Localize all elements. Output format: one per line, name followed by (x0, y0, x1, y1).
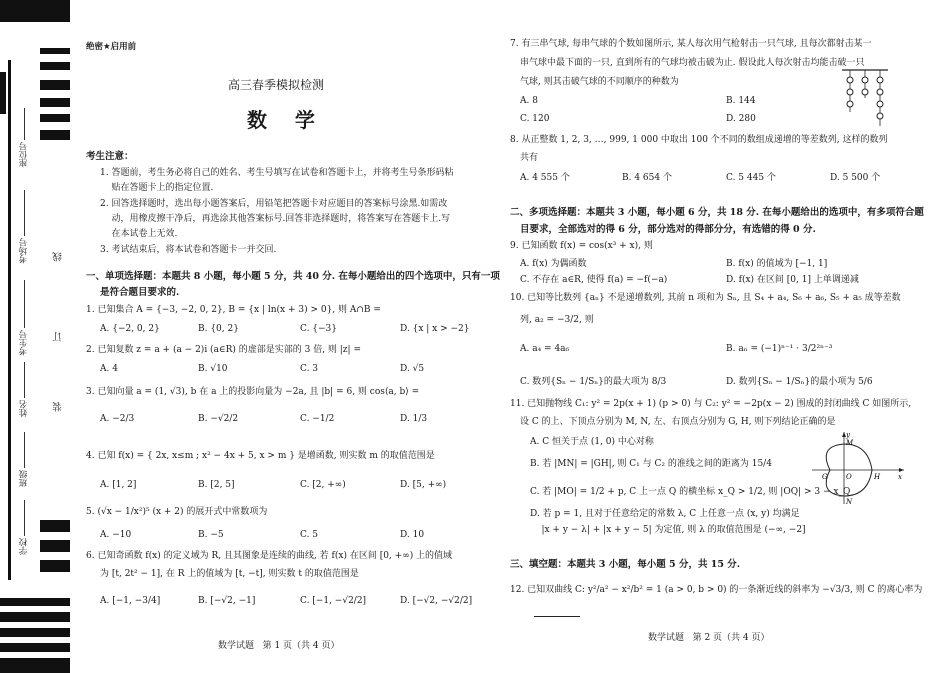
question-stem: 7. 有三串气球, 每串气球的个数如图所示, 某人每次用气枪射击一只气球, 且每次都射击某一 (510, 39, 872, 49)
option-c: C. 不存在 a∈R, 使得 f(a) = −f(−a) (520, 275, 668, 285)
question-stem: 2. 已知复数 z = a + (a − 2)i (a∈R) 的虚部是实部的 3 倍, 则 |z| = (86, 345, 361, 355)
option-c: C. [2, +∞) (300, 480, 346, 490)
option-b: B. −5 (198, 530, 224, 540)
option-d: D. 数列{Sₙ − 1/Sₙ}的最小项为 5/6 (726, 377, 873, 387)
option-a: A. a₄ = 4a₆ (520, 344, 570, 354)
option-a: A. 4 555 个 (520, 173, 570, 183)
question-stem: 10. 已知等比数列 {aₙ} 不是递增数列, 其前 n 项和为 Sₙ, 且 S₄ + a₄, S₆ + a₆, S₅ + a₅ 成等差数 (510, 293, 901, 303)
figure-label-m: M (846, 439, 854, 447)
option-c: C. 3 (300, 364, 319, 374)
page-2-footer: 数学试题 第 2 页（共 4 页） (648, 633, 770, 643)
question-stem: 9. 已知函数 f(x) = cos(x³ + x), 则 (510, 241, 653, 251)
option-d: D. 10 (400, 530, 425, 540)
notice-line: 1. 答题前，考生务必将自己的姓名、考生号填写在试卷和答题卡上，并将考生号条形码粘 (100, 168, 454, 178)
binding-stripe (40, 114, 70, 122)
option-a: A. 4 (100, 364, 118, 374)
question-stem: 6. 已知奇函数 f(x) 的定义域为 R, 且其图象是连续的曲线, 若 f(x) 在区间 [0, +∞) 上的值域 (86, 551, 453, 561)
notice-line: 动，用橡皮擦干净后，再选涂其他答案标号.回答非选择题时，将答案写在答题卡上.写 (100, 214, 451, 224)
question-stem: 8. 从正整数 1, 2, 3, …, 999, 1 000 中取出 100 个不同的数组成递增的等差数列, 这样的数列 (510, 135, 888, 145)
exam-title: 高三春季模拟检测 (228, 78, 325, 92)
option-a: A. f(x) 为偶函数 (520, 259, 587, 269)
option-a: A. {−2, 0, 2} (100, 324, 160, 334)
binding-stripe (0, 658, 70, 673)
question-stem-cont: 设 C 的上、下顶点分别为 M, N, 左、右顶点分别为 G, H, 则下列结论正确的是 (520, 417, 836, 427)
question-stem: 5. (√x − 1/x²)⁵ (x + 2) 的展开式中常数项为 (86, 507, 268, 517)
option-b: B. aₙ = (−1)ⁿ⁻¹ · 3/2²ⁿ⁻³ (726, 344, 833, 354)
option-c: C. 数列{Sₙ − 1/Sₙ}的最大项为 8/3 (520, 377, 667, 387)
section-3-title: 三、填空题：本题共 3 小题，每小题 5 分，共 15 分. (510, 559, 741, 570)
option-c: C. 120 (520, 114, 550, 124)
figure-label-h: H (874, 473, 881, 481)
seat-number-line (24, 108, 25, 140)
notice-line: 贴在答题卡上的指定位置. (100, 183, 214, 193)
secret-mark: 绝密★启用前 (86, 42, 137, 52)
fold-mark-xian: 线 (53, 252, 64, 262)
option-a: A. −10 (100, 530, 132, 540)
fold-mark-ding: 订 (53, 332, 64, 342)
fold-mark-zhuang: 装 (53, 402, 64, 412)
binding-stripe (0, 628, 70, 637)
exam-room-label: 考场号 (19, 238, 29, 264)
option-d: D. 5 500 个 (830, 173, 881, 183)
option-d: D. 1/3 (400, 414, 428, 424)
exam-room-line (24, 190, 25, 236)
question-stem: 1. 已知集合 A = {−3, −2, 0, 2}, B = {x | ln(x + 3) > 0}, 则 A∩B = (86, 305, 381, 315)
option-a: A. [1, 2] (100, 480, 137, 490)
question-stem-cont: 为 [t, 2t² − 1], 在 R 上的值域为 [t, −t], 则实数 t 的取值范围是 (100, 569, 359, 579)
candidate-number-label: 考生号 (19, 330, 29, 356)
option-d: D. 若 p = 1, 且对于任意给定的常数 λ, C 上任意一点 (x, y) 均满足 (530, 509, 800, 519)
section-1-title-cont: 是符合题目要求的. (100, 287, 180, 298)
binding-line (8, 60, 11, 580)
name-line (24, 362, 25, 398)
binding-stripe (40, 560, 70, 572)
option-c: C. −1/2 (300, 414, 335, 424)
option-b: B. 144 (726, 96, 756, 106)
option-a: A. 8 (520, 96, 538, 106)
notice-line: 3. 考试结束后，将本试卷和答题卡一并交回. (100, 245, 277, 255)
binding-stripe (40, 520, 70, 532)
option-b: B. 4 654 个 (622, 173, 672, 183)
option-c: C. 5 (300, 530, 319, 540)
option-d: D. √5 (400, 364, 425, 374)
question-stem: 4. 已知 f(x) = { 2x, x≤m ; x² − 4x + 5, x > m } 是增函数, 则实数 m 的取值范围是 (86, 451, 435, 461)
binding-stripe (0, 612, 70, 622)
name-label: 姓名 (19, 400, 29, 417)
parabola-figure (808, 428, 908, 508)
option-a: A. C 恒关于点 (1, 0) 中心对称 (530, 437, 654, 447)
figure-label-y: y (846, 431, 850, 439)
figure-label-x: x (898, 473, 902, 481)
option-d: D. [−√2, −√2/2] (400, 596, 473, 606)
question-stem: 12. 已知双曲线 C: y²/a² − x²/b² = 1 (a > 0, b > 0) 的一条渐近线的斜率为 −√3/3, 则 C 的离心率为 (510, 585, 923, 595)
option-b: B. [−√2, −1] (198, 596, 256, 606)
binding-stripe (40, 540, 70, 552)
option-b: B. {0, 2} (198, 324, 239, 334)
binding-stripe (0, 643, 70, 652)
section-2-title: 二、多项选择题：本题共 3 小题，每小题 6 分，共 18 分. 在每小题给出的选项中，有多项符合题 (510, 207, 924, 218)
figure-label-n: N (846, 498, 853, 506)
option-b: B. f(x) 的值域为 [−1, 1] (726, 259, 828, 269)
binding-stripe (40, 130, 70, 140)
binding-stripe (40, 62, 70, 70)
option-c: C. 若 |MO| = 1/2 + p, C 上一点 Q 的横坐标 x_Q > 1/2, 则 |OQ| > 3 − x_Q (530, 487, 851, 497)
answer-blank (534, 616, 580, 617)
notice-line: 2. 回答选择题时，选出每小题答案后，用铅笔把答题卡对应题目的答案标号涂黑.如需改 (100, 199, 448, 209)
question-stem-cont: 气球, 则其击破气球的不同顺序的种数为 (520, 77, 679, 87)
option-a: A. −2/3 (100, 414, 135, 424)
question-stem-cont: 共有 (520, 153, 539, 163)
option-d: D. {x | x > −2} (400, 324, 470, 334)
balloon-figure (840, 68, 890, 130)
option-d: D. 280 (726, 114, 756, 124)
seat-number-label: 座位号 (19, 142, 29, 168)
option-c: C. [−1, −√2/2] (300, 596, 367, 606)
binding-stripe (0, 72, 6, 114)
class-label: 班级 (19, 470, 29, 487)
question-stem-cont: 串气球中最下面的一只, 直到所有的气球均被击破为止. 假设此人每次射击均能击破一只 (520, 58, 865, 68)
page-1-footer: 数学试题 第 1 页（共 4 页） (218, 641, 340, 651)
binding-stripe (40, 80, 70, 90)
subject-title: 数 学 (247, 108, 315, 132)
question-stem: 11. 已知抛物线 C₁: y² = 2p(x + 1) (p > 0) 与 C₂: y² = −2p(x − 2) 围成的封闭曲线 C 如图所示, (510, 399, 912, 409)
option-d: D. f(x) 在区间 [0, 1] 上单调递减 (726, 275, 859, 285)
binding-stripe (0, 598, 70, 606)
option-b: B. −√2/2 (198, 414, 239, 424)
binding-stripe (40, 98, 70, 107)
option-d-cont: |x + y − λ| + |x + y − 5| 为定值, 则 λ 的取值范围是 (−∞, −2] (530, 525, 806, 535)
class-line (24, 432, 25, 468)
figure-label-o: O (846, 473, 852, 481)
section-1-title: 一、单项选择题：本题共 8 小题，每小题 5 分，共 40 分. 在每小题给出的四个选项中，只有一项 (86, 271, 500, 282)
question-stem: 3. 已知向量 a = (1, √3), b 在 a 上的投影向量为 −2a, 且 |b| = 6, 则 cos⟨a, b⟩ = (86, 387, 420, 397)
option-c: C. 5 445 个 (726, 173, 776, 183)
school-line (24, 500, 25, 536)
option-d: D. [5, +∞) (400, 480, 447, 490)
notice-title: 考生注意： (86, 151, 134, 162)
option-b: B. 若 |MN| = |GH|, 则 C₁ 与 C₂ 的准线之间的距离为 15/4 (530, 459, 772, 469)
figure-label-g: G (822, 473, 828, 481)
candidate-number-line (24, 280, 25, 328)
option-b: B. √10 (198, 364, 228, 374)
option-a: A. [−1, −3/4] (100, 596, 161, 606)
option-b: B. [2, 5] (198, 480, 235, 490)
binding-stripe (40, 48, 70, 54)
option-c: C. {−3} (300, 324, 338, 334)
section-2-title-cont: 目要求，全部选对的得 6 分，部分选对的得部分分，有选错的得 0 分. (520, 224, 816, 235)
binding-bar (0, 0, 70, 22)
notice-line: 在本试卷上无效. (100, 229, 178, 239)
school-label: 学校 (19, 538, 29, 555)
question-stem-cont: 列, a₂ = −3/2, 则 (520, 315, 594, 325)
